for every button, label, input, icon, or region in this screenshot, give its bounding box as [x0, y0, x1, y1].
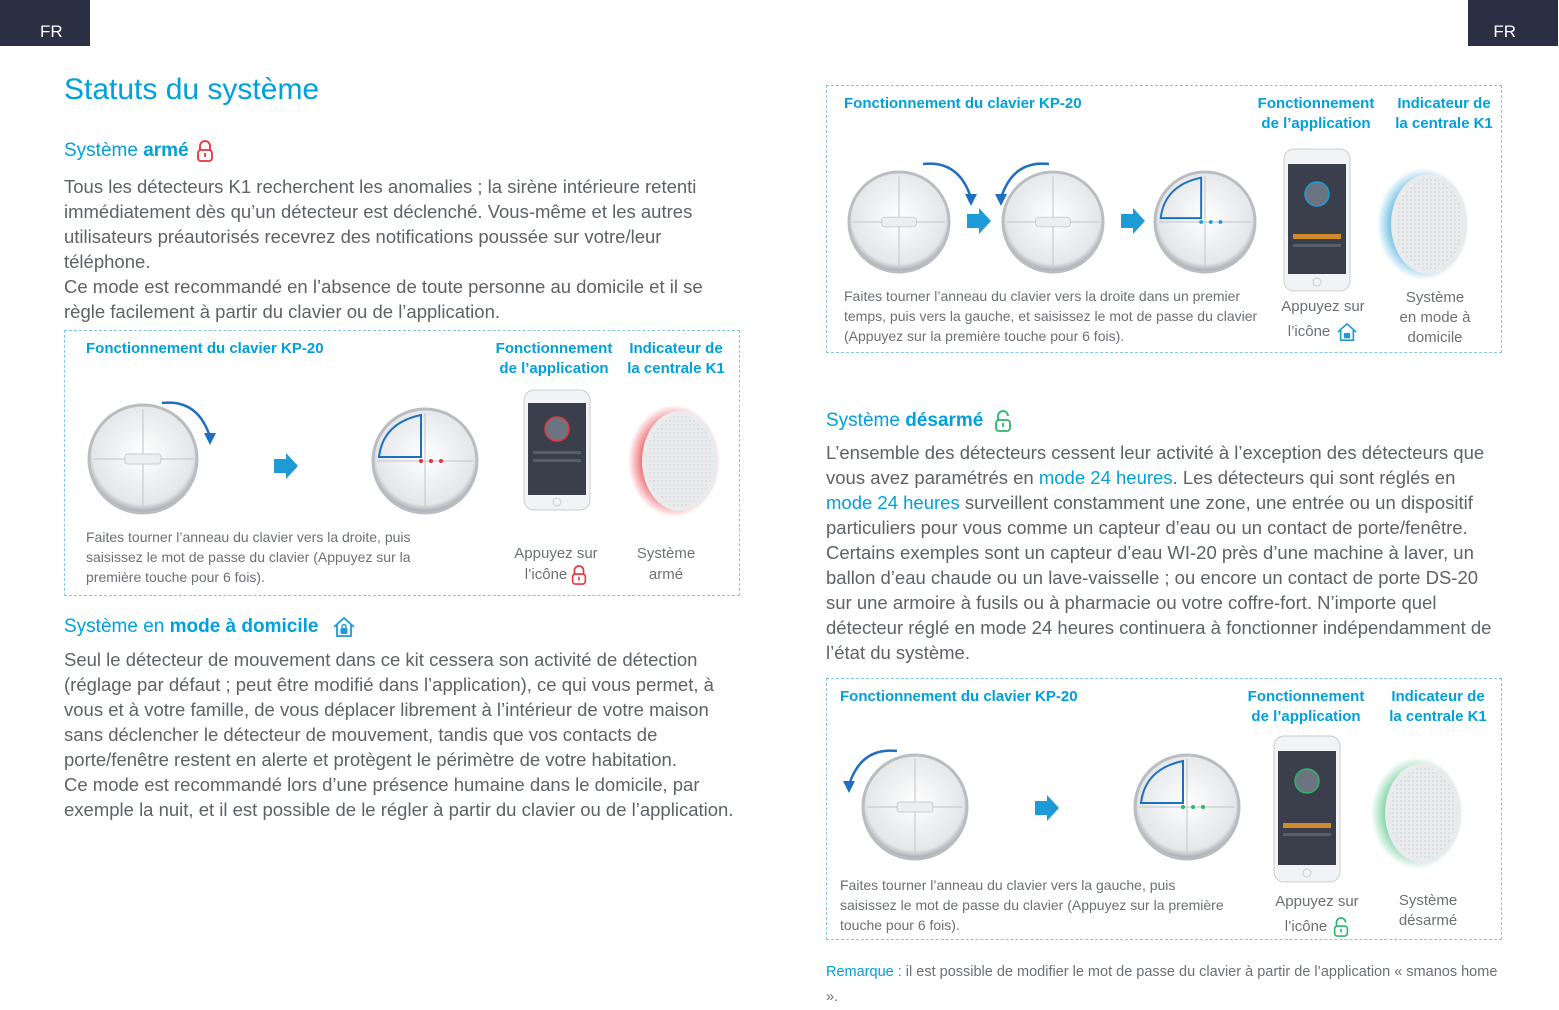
app-column-heading: Fonctionnement de l’application: [1247, 688, 1365, 725]
hub-caption: Système armé: [636, 545, 696, 583]
armed-heading: Système armé: [64, 140, 213, 162]
hub-column-heading: Indicateur de la centrale K1: [627, 340, 725, 377]
next-step-arrow-icon: [967, 208, 991, 234]
keypad-caption: Faites tourner l’anneau du clavier vers la gauche, puis saisissez le mot de passe du clavier (Appuyez sur la première touche pour 6 fois).: [840, 877, 1224, 933]
hub-caption: Système en mode à domicile: [1399, 289, 1471, 346]
app-caption: Appuyez sur l’icône: [1275, 893, 1359, 935]
smartphone-app-image: [1273, 735, 1341, 883]
home-mode-description: Seul le détecteur de mouvement dans ce kit cessera son activité de détection (réglage par défaut ; peut être modifié dans l’application), ce qui vous permet, à vous et à votre famille, de vous déplacer librement à l’intérieur de votre maison sans déclencher le détecteur de mouvement, tandis que vos contacts de porte/fenêtre restent en alerte et protègent le périmètre de votre habitation. Ce mode est recommandé lors d’une présence humaine dans le domicile, par exemple la nuit, et il est possible de le régler à partir du clavier ou de l’application.: [64, 649, 734, 820]
disarmed-description: L’ensemble des détecteurs cessent leur activité à l’exception des détecteurs que vous avez paramétrés en mode 24 heures. Les détecteurs qui sont réglés en mode 24 heures surveillent constamment une zone, une entrée ou un dispositif particuliers pour vous comme un capteur d’eau ou un contact de porte/fenêtre. Certains exemples sont un capteur d’eau WI-20 près d’une machine à laver, un ballon d’eau chaude ou un lave-vaisselle ; ou encore un contact de porte DS-20 sur une armoire à fusils ou à pharmacie ou votre coffre-fort. N’importe quel détecteur réglé en mode 24 heures continuera à fonctionner indépendamment de l’état du système.: [826, 442, 1492, 663]
hub-column-heading: Indicateur de la centrale K1: [1395, 95, 1493, 132]
remark-note: Remarque : il est possible de modifier le mot de passe du clavier à partir de l’application « smanos home ».: [826, 964, 1498, 1005]
rotate-left-arrow-icon: [993, 158, 1053, 208]
smartphone-app-image: [523, 389, 591, 511]
rotate-left-arrow-icon: [841, 745, 901, 795]
language-tag: FR: [1493, 22, 1516, 41]
keypad-image: [1153, 170, 1257, 274]
lock-closed-icon: [197, 140, 213, 162]
hub-green-light-image: [1371, 755, 1467, 871]
armed-instructions-box: [64, 330, 740, 596]
keypad-image: [371, 407, 479, 515]
home-lock-icon: [1336, 322, 1358, 342]
mode-24h-link[interactable]: mode 24 heures: [826, 492, 960, 513]
smartphone-app-image: [1283, 148, 1351, 292]
home-lock-icon: [332, 616, 356, 638]
lock-open-icon: [1333, 917, 1349, 937]
hub-column-heading: Indicateur de la centrale K1: [1389, 688, 1487, 725]
hub-blue-light-image: [1377, 166, 1473, 282]
app-column-heading: Fonctionnement de l’application: [495, 340, 613, 377]
language-tab-left: [0, 0, 90, 46]
language-tag: FR: [40, 22, 63, 41]
app-column-heading: Fonctionnement de l’application: [1257, 95, 1375, 132]
app-caption: Appuyez sur l’icône: [514, 545, 598, 583]
keypad-caption: Faites tourner l’anneau du clavier vers la droite, puis saisissez le mot de passe du clavier (Appuyez sur la première touche pour 6 fois).: [86, 529, 411, 585]
disarmed-instructions-box: [826, 678, 1502, 940]
next-step-arrow-icon: [1121, 208, 1145, 234]
lock-open-icon: [995, 410, 1011, 432]
mode-24h-link[interactable]: mode 24 heures: [1038, 467, 1173, 488]
armed-description: Tous les détecteurs K1 recherchent les anomalies ; la sirène intérieure retenti immédiatement dès qu’un détecteur est déclenché. Vous-même et les autres utilisateurs préautorisés recevrez des notifications poussée sur votre/leur téléphone. Ce mode est recommandé en l’absence de toute personne au domicile et il se règle facilement à partir du clavier ou de l’application.: [64, 176, 703, 322]
keypad-column-heading: Fonctionnement du clavier KP-20: [840, 688, 1078, 705]
home-mode-instructions-box: [826, 85, 1502, 353]
next-step-arrow-icon: [1035, 795, 1059, 821]
next-step-arrow-icon: [274, 453, 298, 479]
hub-caption: Système désarmé: [1398, 892, 1458, 929]
language-tab-right: [1468, 0, 1558, 46]
hub-red-light-image: [628, 403, 724, 519]
page-title: Statuts du système: [64, 73, 320, 106]
lock-closed-icon: [571, 565, 587, 585]
rotate-right-arrow-icon: [919, 158, 979, 208]
rotate-right-arrow-icon: [158, 397, 218, 447]
keypad-column-heading: Fonctionnement du clavier KP-20: [844, 95, 1082, 112]
home-mode-heading: Système en mode à domicile: [64, 616, 356, 638]
disarmed-heading: Système désarmé: [826, 410, 1011, 432]
app-caption: Appuyez sur l’icône: [1281, 298, 1365, 340]
keypad-column-heading: Fonctionnement du clavier KP-20: [86, 340, 324, 357]
keypad-image: [1133, 753, 1241, 861]
keypad-caption: Faites tourner l’anneau du clavier vers la droite dans un premier temps, puis vers la gauche, et saisissez le mot de passe du clavier (Appuyez sur la première touche pour 6 fois).: [844, 288, 1258, 344]
